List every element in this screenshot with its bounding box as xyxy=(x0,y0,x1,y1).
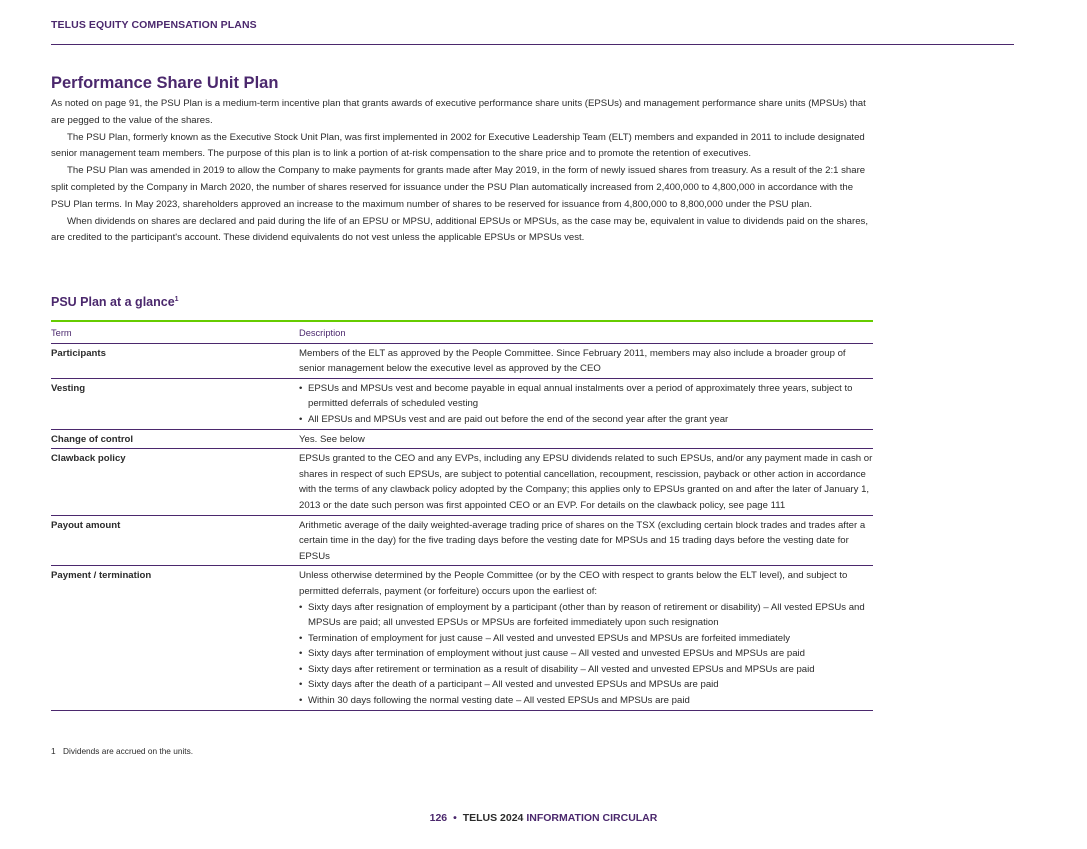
row-term: Payout amount xyxy=(51,515,299,566)
description-text: Members of the ELT as approved by the People Committee. Since February 2011, members may also include a broader group of senior management below the executive level as approved by the CEO xyxy=(299,347,846,375)
row-description xyxy=(299,449,873,515)
description-bullet: • Sixty days after retirement or termination as a result of disability – All vested and unvested EPSUs and MPSUs are paid xyxy=(299,662,873,678)
row-term: Participants xyxy=(51,343,299,378)
footnote-text: Dividends are accrued on the units. xyxy=(63,746,194,756)
footer-doc-name: INFORMATION CIRCULAR xyxy=(526,812,658,824)
row-term: Payment / termination xyxy=(51,566,299,710)
body-paragraph: The PSU Plan, formerly known as the Executive Stock Unit Plan, was first implemented in 2002 for Executive Leadership Team (ELT) members and expanded in 2011 to include designated senior management team members. The purpose of this plan is to link a portion of at-risk compensation to the share price and to promote the retention of executives. xyxy=(51,131,865,160)
page-number: 126 xyxy=(429,812,448,824)
header-rule xyxy=(51,44,1014,45)
section-body xyxy=(51,96,873,247)
footnote-marker: 1 xyxy=(174,296,179,303)
footnote-number: 1 xyxy=(51,746,56,756)
row-term: Vesting xyxy=(51,378,299,429)
glance-title-text: PSU Plan at a glance xyxy=(51,295,175,309)
description-bullet-list xyxy=(299,600,873,709)
row-description xyxy=(299,515,873,566)
description-text: Arithmetic average of the daily weighted-average trading price of shares on the TSX (excluding certain block trades and trades after a certain time in the day) for the five trading days before the vesting date for MPSUs and 15 trading days before the vesting date for EPSUs xyxy=(299,519,866,562)
table-row xyxy=(51,515,873,566)
row-term: Clawback policy xyxy=(51,449,299,515)
table-row xyxy=(51,449,873,515)
column-header-description: Description xyxy=(299,321,873,343)
row-description xyxy=(299,378,873,429)
table-row xyxy=(51,566,873,710)
description-bullet: • Sixty days after termination of employment without just cause – All vested and unvested EPSUs and MPSUs are paid xyxy=(299,646,873,662)
table-header-row xyxy=(51,321,873,343)
row-description xyxy=(299,566,873,710)
description-bullet: • Termination of employment for just cause – All vested and unvested EPSUs and MPSUs are forfeited immediately xyxy=(299,631,873,647)
table-row xyxy=(51,343,873,378)
table-row xyxy=(51,429,873,449)
table-row xyxy=(51,378,873,429)
description-text: Unless otherwise determined by the People Committee (or by the CEO with respect to grants below the ELT level), and subject to permitted deferrals, payment (or forfeiture) occurs upon the earliest of: xyxy=(299,570,848,597)
description-text: EPSUs granted to the CEO and any EVPs, including any EPSU dividends related to such EPSUs, and/or any payment made in cash or shares in respect of such EPSUs, are subject to potential cancellation, recoupment, rescission, payback or other action in accordance with the terms of any clawback policy adopted by the Company; this applies only to EPSUs granted on and after the later of January 1, 2013 or the date such person was first appointed CEO or an EVP. For details on the clawback policy, see page 111 xyxy=(299,453,873,511)
section-title: Performance Share Unit Plan xyxy=(51,74,279,92)
column-header-term: Term xyxy=(51,321,299,343)
row-description xyxy=(299,429,873,449)
footnote xyxy=(51,746,193,756)
description-bullet-list xyxy=(299,381,873,428)
running-header: TELUS EQUITY COMPENSATION PLANS xyxy=(51,19,257,31)
description-bullet: • EPSUs and MPSUs vest and become payable in equal annual instalments over a period of approximately three years, subject to permitted deferrals of scheduled vesting xyxy=(299,381,873,412)
description-text: Yes. See below xyxy=(299,433,365,445)
description-bullet: • All EPSUs and MPSUs vest and are paid out before the end of the second year after the grant year xyxy=(299,412,873,428)
footer-separator: • xyxy=(453,812,457,824)
table-body xyxy=(51,343,873,710)
body-paragraph: The PSU Plan was amended in 2019 to allow the Company to make payments for grants made after May 2019, in the form of newly issued shares from treasury. As a result of the 2:1 share split completed by the Company in March 2020, the number of shares reserved for issuance under the PSU Plan automatically increased from 2,400,000 to 4,800,000 in accordance with the PSU Plan terms. In May 2023, shareholders approved an increase to the maximum number of shares to be reserved for issuance from 4,800,000 to 8,800,000 under the PSU plan. xyxy=(51,165,866,210)
body-paragraph: When dividends on shares are declared and paid during the life of an EPSU or MPSU, additional EPSUs or MPSUs, as the case may be, equivalent in value to dividends paid on the shares, are credited to the participant's account. These dividend equivalents do not vest unless the applicable EPSUs or MPSUs vest. xyxy=(51,215,868,244)
body-paragraph: As noted on page 91, the PSU Plan is a medium-term incentive plan that grants awards of executive performance share units (EPSUs) and management performance share units (MPSUs) that are pegged to the value of the shares. xyxy=(51,98,866,126)
description-bullet: • Sixty days after resignation of employment by a participant (other than by reason of retirement or disability) – All vested EPSUs and MPSUs are paid; all unvested EPSUs or MPSUs are forfeited immediately upon such resignation xyxy=(299,600,873,631)
row-term: Change of control xyxy=(51,429,299,449)
description-bullet: • Sixty days after the death of a participant – All vested and unvested EPSUs and MPSUs are paid xyxy=(299,677,873,693)
page-footer xyxy=(0,812,1087,824)
description-bullet: • Within 30 days following the normal vesting date – All vested EPSUs and MPSUs are paid xyxy=(299,693,873,709)
glance-table xyxy=(51,320,873,711)
footer-brand: TELUS 2024 xyxy=(462,812,524,824)
glance-title xyxy=(51,295,179,309)
row-description xyxy=(299,343,873,378)
